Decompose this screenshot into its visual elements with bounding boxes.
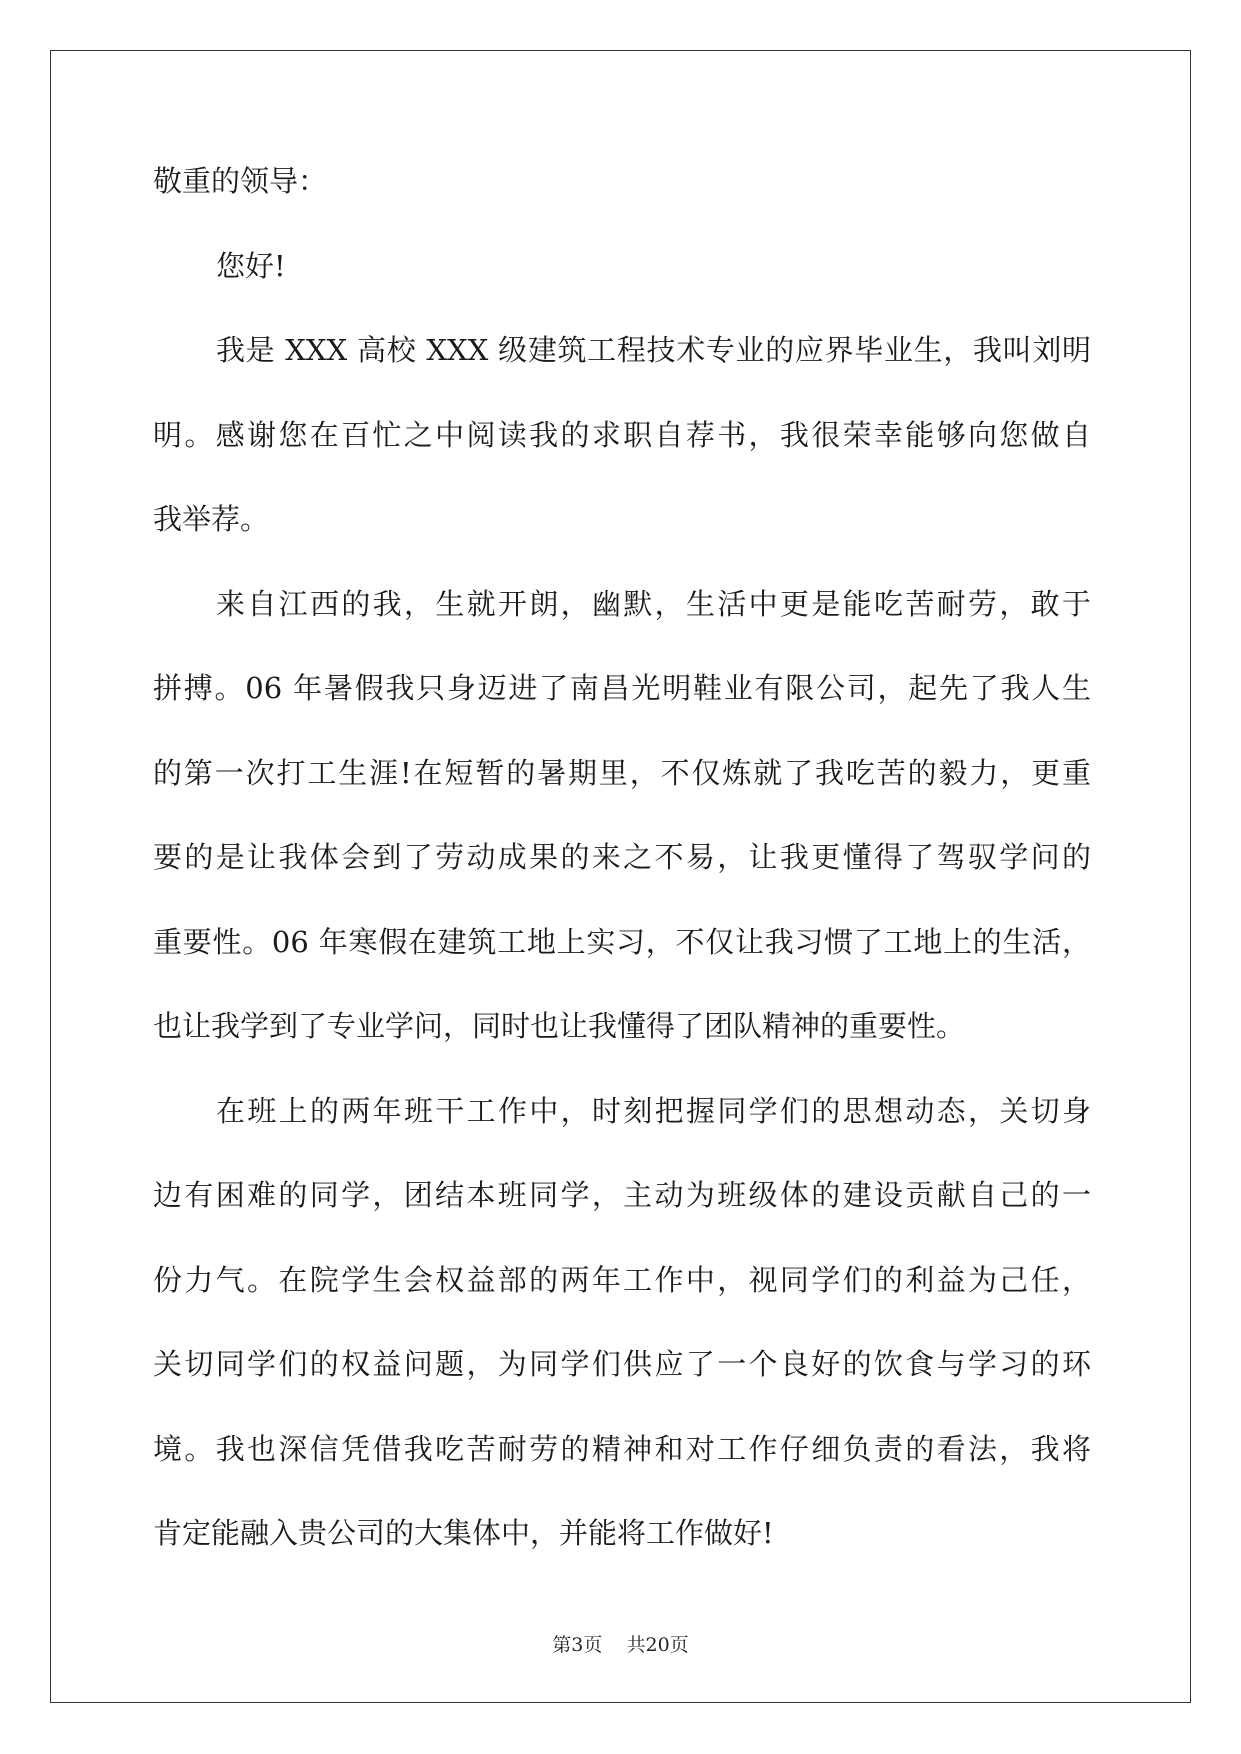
text-line: 我举荐。 bbox=[153, 502, 270, 536]
text-line: 关切同学们的权益问题，为同学们供应了一个良好的饮食与学习的环 bbox=[153, 1347, 1091, 1381]
text-line: 您好! bbox=[216, 248, 286, 283]
text-line: 份力气。在院学生会权益部的两年工作中，视同学们的利益为己任， bbox=[153, 1262, 1091, 1297]
total-pages: 20 bbox=[645, 1634, 670, 1656]
page-footer bbox=[0, 1633, 1241, 1657]
text-line: 重要性。06 年寒假在建筑工地上实习，不仅让我习惯了工地上的生活， bbox=[153, 924, 1091, 959]
page-suffix: 页 bbox=[583, 1634, 603, 1656]
text-line: 肯定能融入贵公司的大集体中，并能将工作做好! bbox=[153, 1516, 774, 1550]
page-number: 3 bbox=[571, 1634, 584, 1656]
letter-body bbox=[153, 164, 1091, 1601]
text-line: 拼搏。06 年暑假我只身迈进了南昌光明鞋业有限公司，起先了我人生 bbox=[153, 671, 1091, 705]
text-line: 在班上的两年班干工作中，时刻把握同学们的思想动态，关切身 bbox=[216, 1093, 1091, 1128]
text-line: 的第一次打工生涯!在短暂的暑期里，不仅炼就了我吃苦的毅力，更重 bbox=[153, 755, 1091, 790]
text-line: 也让我学到了专业学问，同时也让我懂得了团队精神的重要性。 bbox=[153, 1009, 966, 1043]
text-line: 境。我也深信凭借我吃苦耐劳的精神和对工作仔细负责的看法，我将 bbox=[153, 1431, 1091, 1466]
text-line: 敬重的领导： bbox=[153, 164, 328, 198]
page-prefix: 第 bbox=[552, 1634, 572, 1656]
total-prefix: 共 bbox=[626, 1634, 646, 1656]
text-line: 明。感谢您在百忙之中阅读我的求职自荐书，我很荣幸能够向您做自 bbox=[153, 417, 1091, 452]
text-line: 我是 XXX 高校 XXX 级建筑工程技术专业的应界毕业生，我叫刘明 bbox=[216, 333, 1091, 367]
text-line: 要的是让我体会到了劳动成果的来之不易，让我更懂得了驾驭学问的 bbox=[153, 840, 1091, 874]
text-line: 边有困难的同学，团结本班同学，主动为班级体的建设贡献自己的一 bbox=[153, 1178, 1091, 1212]
text-line: 来自江西的我，生就开朗，幽默，生活中更是能吃苦耐劳，敢于 bbox=[216, 586, 1091, 621]
total-suffix: 页 bbox=[669, 1634, 689, 1656]
